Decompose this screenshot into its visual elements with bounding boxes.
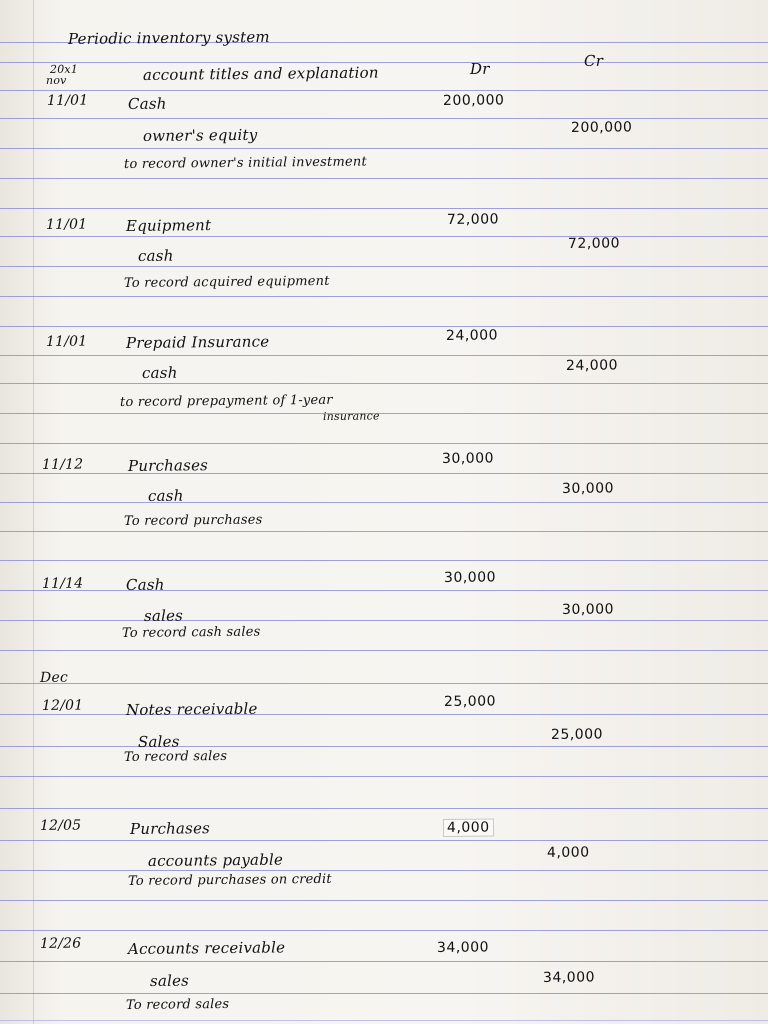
rule-line	[0, 326, 768, 327]
debit-account: Cash	[125, 575, 165, 594]
debit-amount: 72,000	[446, 211, 500, 228]
rule-line	[0, 178, 768, 179]
rule-line	[0, 961, 768, 962]
debit-amount: 30,000	[441, 450, 495, 467]
credit-column-header: Cr	[583, 51, 604, 70]
debit-amount: 30,000	[443, 569, 497, 586]
debit-account: Equipment	[125, 216, 212, 235]
account-column-header: account titles and explanation	[142, 63, 379, 84]
rule-line	[0, 148, 768, 149]
credit-account: sales	[143, 606, 184, 625]
credit-amount: 30,000	[561, 601, 615, 618]
entry-date: 12/05	[39, 817, 82, 834]
entry-date: 12/01	[41, 697, 84, 714]
entry-date: 11/01	[45, 216, 88, 233]
credit-amount: 4,000	[546, 844, 590, 861]
rule-line	[0, 62, 768, 63]
rule-line	[0, 413, 768, 414]
entry-explanation: To record purchases on credit	[127, 871, 332, 889]
credit-account: cash	[147, 486, 184, 505]
rule-line	[0, 355, 768, 356]
entry-explanation: To record acquired equipment	[123, 273, 330, 291]
entry-date: 11/12	[41, 456, 84, 473]
rule-line	[0, 473, 768, 474]
credit-account: sales	[149, 971, 190, 990]
rule-line	[0, 840, 768, 841]
debit-account: Accounts receivable	[127, 938, 286, 958]
debit-amount: 34,000	[436, 939, 490, 956]
rule-line	[0, 808, 768, 809]
header-year: 20x1	[49, 62, 79, 76]
rule-line	[0, 502, 768, 503]
entry-explanation: To record sales	[123, 748, 228, 765]
rule-line	[0, 776, 768, 777]
rule-line	[0, 531, 768, 532]
credit-amount: 24,000	[565, 357, 619, 374]
rule-line	[0, 560, 768, 561]
debit-amount: 4,000	[443, 818, 494, 837]
rule-line	[0, 746, 768, 747]
entry-explanation: To record sales	[125, 996, 230, 1013]
rule-line	[0, 930, 768, 931]
entry-explanation: to record prepayment of 1-year	[119, 392, 333, 410]
rule-line	[0, 118, 768, 119]
credit-amount: 72,000	[567, 235, 621, 252]
entry-date: 11/01	[45, 333, 88, 350]
credit-amount: 25,000	[550, 726, 604, 743]
rule-line	[0, 650, 768, 651]
rule-line	[0, 1020, 768, 1021]
month-label: Dec	[39, 669, 69, 686]
rule-line	[0, 266, 768, 267]
rule-line	[0, 683, 768, 684]
entry-date: 12/26	[39, 935, 82, 952]
header-month: nov	[45, 73, 67, 87]
debit-account: Purchases	[129, 819, 211, 838]
rule-line	[0, 590, 768, 591]
rule-line	[0, 714, 768, 715]
credit-account: accounts payable	[147, 850, 284, 870]
rule-line	[0, 90, 768, 91]
credit-amount: 34,000	[542, 969, 596, 986]
credit-account: Sales	[137, 732, 180, 751]
debit-account: Purchases	[127, 456, 209, 475]
rule-line	[0, 208, 768, 209]
debit-account: Cash	[127, 94, 167, 113]
rule-line	[0, 236, 768, 237]
rule-line	[0, 900, 768, 901]
debit-amount: 24,000	[445, 327, 499, 344]
rule-line	[0, 870, 768, 871]
debit-column-header: Dr	[469, 59, 490, 78]
entry-date: 11/14	[41, 575, 84, 592]
credit-account: owner's equity	[142, 125, 258, 145]
entry-explanation: To record purchases	[123, 512, 263, 529]
credit-amount: 30,000	[561, 480, 615, 497]
debit-account: Prepaid Insurance	[125, 332, 270, 352]
credit-account: cash	[137, 246, 174, 265]
rule-line	[0, 383, 768, 384]
debit-account: Notes receivable	[125, 699, 258, 719]
entry-date: 11/01	[46, 92, 89, 109]
rule-line	[0, 296, 768, 297]
entry-explanation: To record cash sales	[121, 624, 261, 641]
debit-amount: 25,000	[443, 693, 497, 710]
credit-amount: 200,000	[570, 119, 633, 136]
rule-line	[0, 620, 768, 621]
rule-line	[0, 993, 768, 994]
entry-explanation: to record owner's initial investment	[123, 154, 367, 172]
debit-amount: 200,000	[442, 92, 505, 109]
credit-account: cash	[141, 363, 178, 382]
entry-explanation-continued: insurance	[322, 409, 380, 423]
page-title: Periodic inventory system	[67, 27, 270, 48]
rule-line	[0, 443, 768, 444]
